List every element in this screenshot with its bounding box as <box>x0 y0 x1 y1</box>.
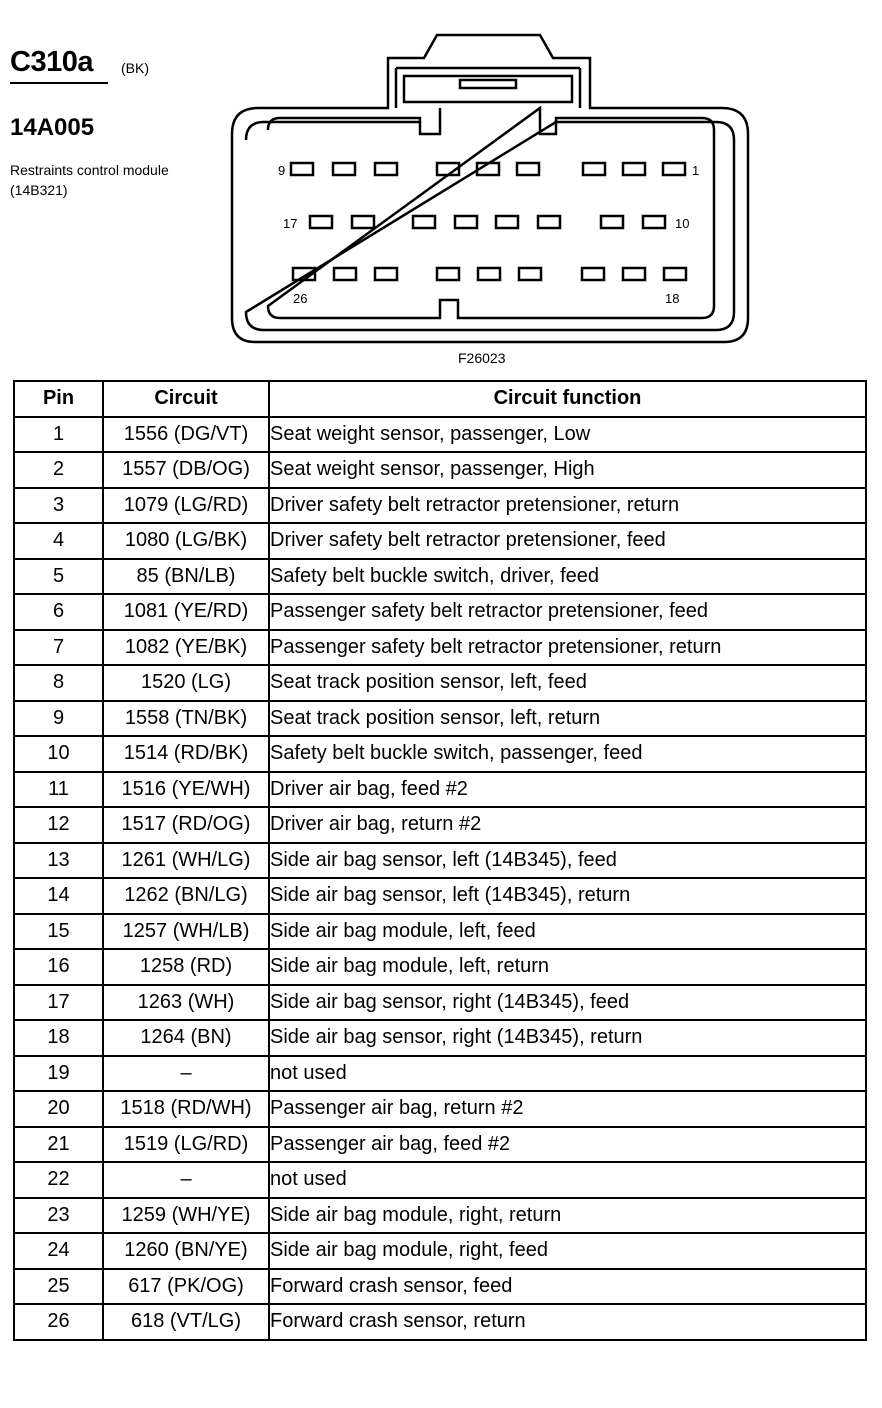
connector-id: C310a <box>10 46 93 78</box>
figure-id: F26023 <box>458 350 506 366</box>
pin-cell: 11 <box>14 772 103 808</box>
function-cell: Forward crash sensor, return <box>269 1304 866 1340</box>
table-row <box>14 807 866 843</box>
pin-cell: 20 <box>14 1091 103 1127</box>
pin-label-17: 17 <box>283 216 298 231</box>
table-row <box>14 630 866 666</box>
pin-cavity <box>478 268 500 280</box>
function-cell: Seat weight sensor, passenger, High <box>269 452 866 488</box>
function-cell: Side air bag sensor, left (14B345), return <box>269 878 866 914</box>
circuit-cell: 1258 (RD) <box>103 949 269 985</box>
circuit-cell: 1260 (BN/YE) <box>103 1233 269 1269</box>
function-cell: Seat track position sensor, left, feed <box>269 665 866 701</box>
circuit-cell: 1262 (BN/LG) <box>103 878 269 914</box>
table-row <box>14 949 866 985</box>
pin-label-18: 18 <box>665 291 680 306</box>
pin-cavity <box>375 268 397 280</box>
pin-label-26: 26 <box>293 291 308 306</box>
table-row <box>14 878 866 914</box>
table-row <box>14 1269 866 1305</box>
table-header-row <box>14 381 866 417</box>
pin-cavity <box>352 216 374 228</box>
circuit-cell: – <box>103 1056 269 1092</box>
circuit-cell: 1517 (RD/OG) <box>103 807 269 843</box>
table-row <box>14 914 866 950</box>
circuit-cell: 85 (BN/LB) <box>103 559 269 595</box>
function-cell: Seat track position sensor, left, return <box>269 701 866 737</box>
pin-cavity <box>623 268 645 280</box>
pin-cavity <box>583 163 605 175</box>
table-row <box>14 1091 866 1127</box>
pin-cell: 10 <box>14 736 103 772</box>
pin-cell: 15 <box>14 914 103 950</box>
circuit-cell: 1263 (WH) <box>103 985 269 1021</box>
function-cell: Passenger air bag, feed #2 <box>269 1127 866 1163</box>
connector-face-diagram <box>0 0 882 380</box>
pin-cavity <box>517 163 539 175</box>
table-row <box>14 1198 866 1234</box>
latch-slot <box>460 80 516 88</box>
pin-cell: 26 <box>14 1304 103 1340</box>
pin-cell: 9 <box>14 701 103 737</box>
pin-label-9: 9 <box>278 163 286 178</box>
circuit-cell: 1558 (TN/BK) <box>103 701 269 737</box>
pin-cavity <box>538 216 560 228</box>
pin-cell: 3 <box>14 488 103 524</box>
table-row <box>14 523 866 559</box>
function-cell: Side air bag module, left, feed <box>269 914 866 950</box>
circuit-cell: – <box>103 1162 269 1198</box>
pin-cavity <box>334 268 356 280</box>
function-cell: Passenger safety belt retractor pretensioner, return <box>269 630 866 666</box>
pin-cell: 1 <box>14 417 103 453</box>
connector-inner-face <box>268 108 714 318</box>
pin-label-1: 1 <box>692 163 700 178</box>
module-description: Restraints control module (14B321) <box>10 162 169 198</box>
pin-cell: 24 <box>14 1233 103 1269</box>
pin-cavity <box>643 216 665 228</box>
pin-cell: 16 <box>14 949 103 985</box>
pin-cell: 21 <box>14 1127 103 1163</box>
pin-cell: 7 <box>14 630 103 666</box>
circuit-cell: 1557 (DB/OG) <box>103 452 269 488</box>
pin-cavity <box>375 163 397 175</box>
pin-cavity <box>291 163 313 175</box>
pin-label-10: 10 <box>675 216 690 231</box>
pin-cavity <box>519 268 541 280</box>
column-header-pin: Pin <box>14 381 103 417</box>
pin-cell: 18 <box>14 1020 103 1056</box>
function-cell: Driver air bag, return #2 <box>269 807 866 843</box>
pinout-table <box>13 380 867 1341</box>
column-header-circuit: Circuit <box>103 381 269 417</box>
function-cell: Safety belt buckle switch, passenger, feed <box>269 736 866 772</box>
circuit-cell: 1259 (WH/YE) <box>103 1198 269 1234</box>
circuit-cell: 1079 (LG/RD) <box>103 488 269 524</box>
function-cell: Driver safety belt retractor pretensioner, return <box>269 488 866 524</box>
pin-cavity <box>601 216 623 228</box>
column-header-function: Circuit function <box>269 381 866 417</box>
pin-cell: 17 <box>14 985 103 1021</box>
pin-cavity <box>413 216 435 228</box>
pin-cavity <box>623 163 645 175</box>
circuit-cell: 618 (VT/LG) <box>103 1304 269 1340</box>
circuit-cell: 1257 (WH/LB) <box>103 914 269 950</box>
table-row <box>14 559 866 595</box>
circuit-cell: 1556 (DG/VT) <box>103 417 269 453</box>
pin-cavity <box>333 163 355 175</box>
circuit-cell: 1516 (YE/WH) <box>103 772 269 808</box>
function-cell: Seat weight sensor, passenger, Low <box>269 417 866 453</box>
pin-cavity <box>310 216 332 228</box>
function-cell: not used <box>269 1162 866 1198</box>
function-cell: Side air bag module, right, return <box>269 1198 866 1234</box>
pin-cavity <box>496 216 518 228</box>
pin-cavity <box>455 216 477 228</box>
table-row <box>14 1020 866 1056</box>
pin-cell: 25 <box>14 1269 103 1305</box>
circuit-cell: 1081 (YE/RD) <box>103 594 269 630</box>
pin-cell: 13 <box>14 843 103 879</box>
function-cell: Side air bag sensor, right (14B345), feed <box>269 985 866 1021</box>
pin-cell: 6 <box>14 594 103 630</box>
part-number: 14A005 <box>10 114 95 141</box>
pin-cell: 2 <box>14 452 103 488</box>
circuit-cell: 1080 (LG/BK) <box>103 523 269 559</box>
function-cell: Passenger safety belt retractor pretensioner, feed <box>269 594 866 630</box>
function-cell: Side air bag sensor, right (14B345), return <box>269 1020 866 1056</box>
function-cell: Driver air bag, feed #2 <box>269 772 866 808</box>
table-row <box>14 772 866 808</box>
function-cell: Side air bag module, right, feed <box>269 1233 866 1269</box>
pin-cell: 4 <box>14 523 103 559</box>
function-cell: not used <box>269 1056 866 1092</box>
circuit-cell: 1514 (RD/BK) <box>103 736 269 772</box>
function-cell: Driver safety belt retractor pretensioner, feed <box>269 523 866 559</box>
pin-cell: 19 <box>14 1056 103 1092</box>
circuit-cell: 1520 (LG) <box>103 665 269 701</box>
table-row <box>14 488 866 524</box>
table-row <box>14 1233 866 1269</box>
circuit-cell: 1518 (RD/WH) <box>103 1091 269 1127</box>
function-cell: Safety belt buckle switch, driver, feed <box>269 559 866 595</box>
table-row <box>14 452 866 488</box>
table-row <box>14 665 866 701</box>
pin-cell: 23 <box>14 1198 103 1234</box>
table-row <box>14 594 866 630</box>
table-row <box>14 736 866 772</box>
circuit-cell: 1264 (BN) <box>103 1020 269 1056</box>
connector-inner-wall <box>246 122 734 330</box>
pin-cavity <box>437 268 459 280</box>
pin-cavity <box>663 163 685 175</box>
pin-cavity <box>664 268 686 280</box>
function-cell: Side air bag sensor, left (14B345), feed <box>269 843 866 879</box>
pin-cell: 22 <box>14 1162 103 1198</box>
table-row <box>14 1127 866 1163</box>
table-row <box>14 1304 866 1340</box>
pin-cell: 12 <box>14 807 103 843</box>
circuit-cell: 617 (PK/OG) <box>103 1269 269 1305</box>
table-row <box>14 417 866 453</box>
pin-cell: 5 <box>14 559 103 595</box>
circuit-cell: 1261 (WH/LG) <box>103 843 269 879</box>
function-cell: Forward crash sensor, feed <box>269 1269 866 1305</box>
connector-color: (BK) <box>121 60 149 76</box>
pin-cell: 8 <box>14 665 103 701</box>
circuit-cell: 1519 (LG/RD) <box>103 1127 269 1163</box>
table-row <box>14 843 866 879</box>
pin-cell: 14 <box>14 878 103 914</box>
table-row <box>14 985 866 1021</box>
table-row <box>14 701 866 737</box>
function-cell: Passenger air bag, return #2 <box>269 1091 866 1127</box>
pin-cavity <box>582 268 604 280</box>
function-cell: Side air bag module, left, return <box>269 949 866 985</box>
circuit-cell: 1082 (YE/BK) <box>103 630 269 666</box>
table-row <box>14 1056 866 1092</box>
table-row <box>14 1162 866 1198</box>
